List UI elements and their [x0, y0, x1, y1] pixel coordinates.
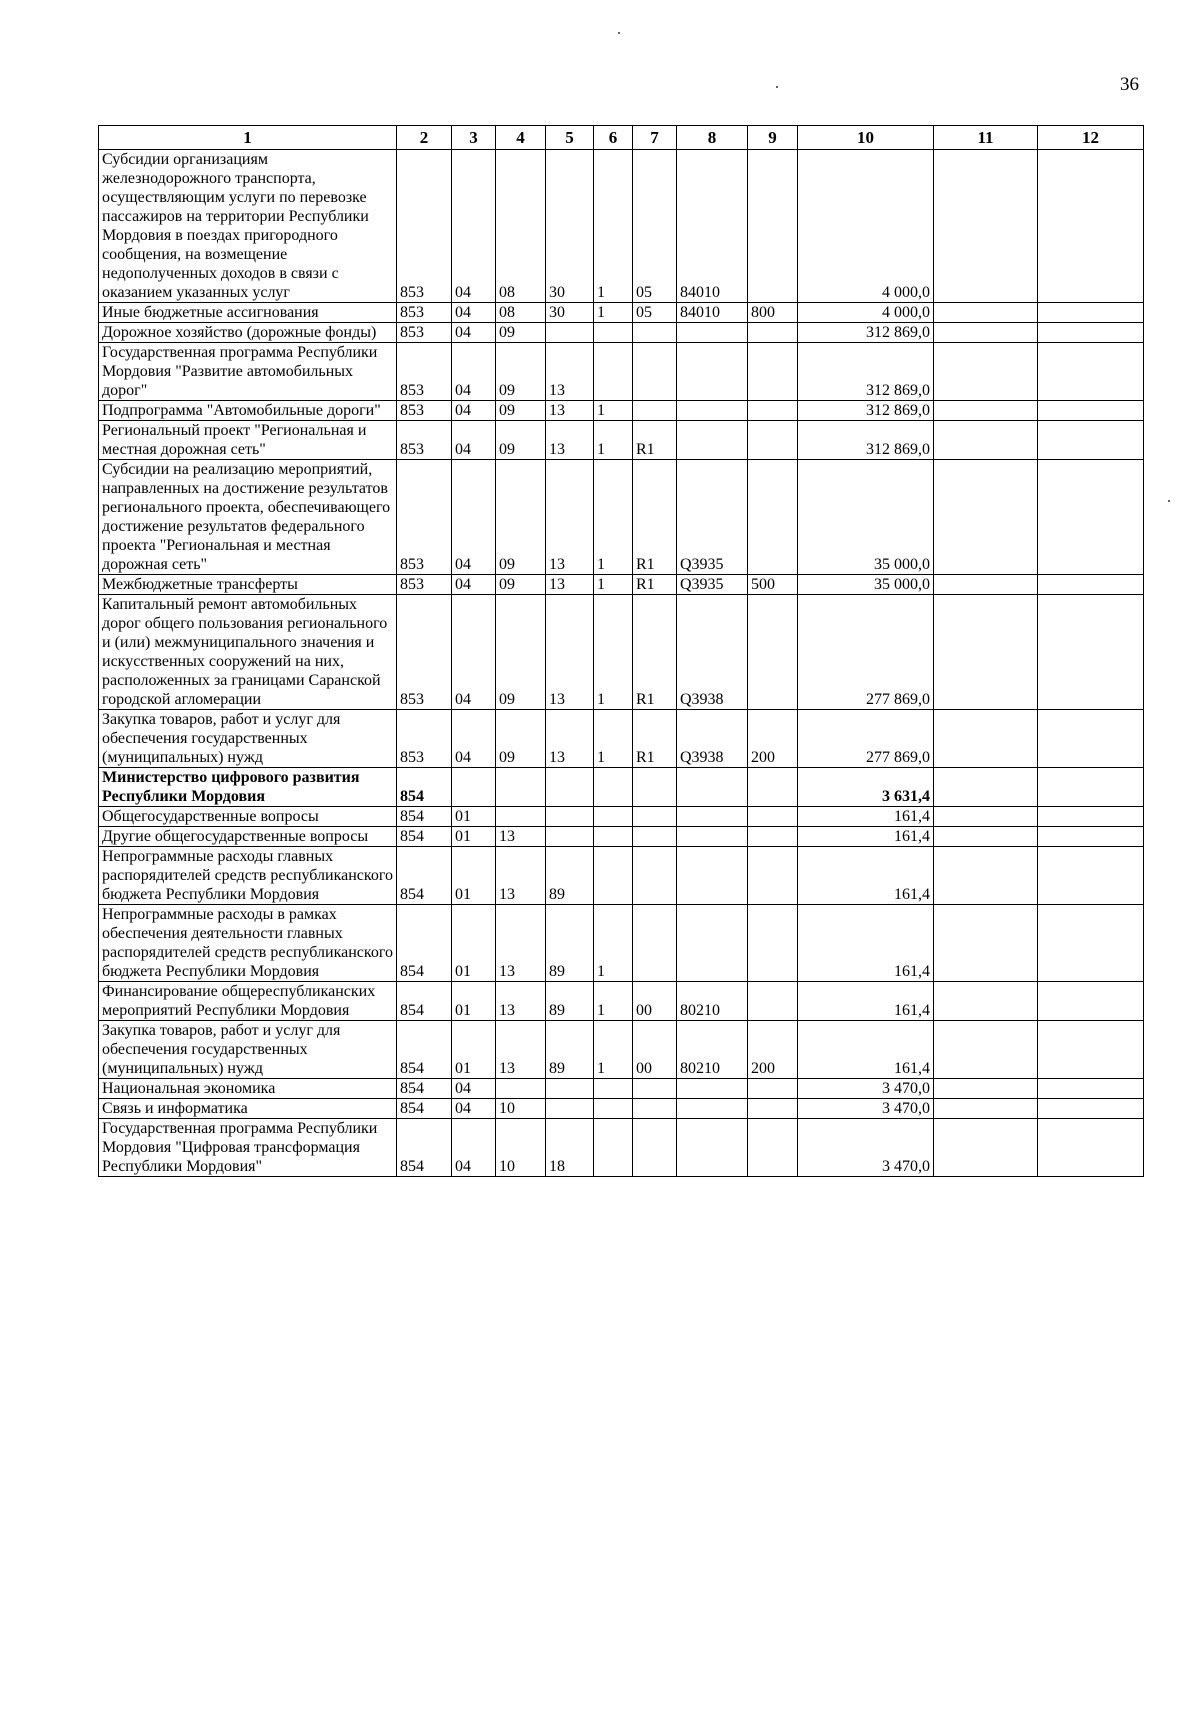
code-cell-c2: 854 — [397, 1099, 452, 1119]
amount-cell: 161,4 — [798, 1021, 934, 1079]
code-cell-c8 — [677, 1099, 748, 1119]
row-name-cell: Закупка товаров, работ и услуг для обеспечения государственных (муниципальных) нужд — [99, 710, 397, 768]
code-cell-c8 — [677, 323, 748, 343]
col-11-cell — [934, 343, 1038, 401]
code-cell-c6: 1 — [594, 421, 633, 460]
col-11-cell — [934, 421, 1038, 460]
code-cell-c9 — [748, 460, 798, 575]
col-11-cell — [934, 575, 1038, 595]
code-cell-c6: 1 — [594, 150, 633, 303]
code-cell-c9 — [748, 1079, 798, 1099]
code-cell-c9 — [748, 807, 798, 827]
col-11-cell — [934, 1119, 1038, 1177]
code-cell-c2: 853 — [397, 460, 452, 575]
code-cell-c2: 853 — [397, 421, 452, 460]
table-row — [99, 905, 1144, 982]
amount-cell: 161,4 — [798, 905, 934, 982]
row-name-cell: Финансирование общереспубликанских мероприятий Республики Мордовия — [99, 982, 397, 1021]
column-header: 4 — [496, 126, 546, 150]
scan-speck — [1168, 500, 1170, 502]
column-header: 10 — [798, 126, 934, 150]
code-cell-c8 — [677, 905, 748, 982]
column-header: 11 — [934, 126, 1038, 150]
code-cell-c7 — [633, 401, 677, 421]
col-11-cell — [934, 1079, 1038, 1099]
col-12-cell — [1038, 1021, 1144, 1079]
code-cell-c5 — [546, 807, 594, 827]
table-row — [99, 807, 1144, 827]
code-cell-c8 — [677, 343, 748, 401]
code-cell-c3: 04 — [452, 323, 496, 343]
row-name-cell: Подпрограмма "Автомобильные дороги" — [99, 401, 397, 421]
col-11-cell — [934, 982, 1038, 1021]
code-cell-c9 — [748, 1119, 798, 1177]
col-12-cell — [1038, 847, 1144, 905]
code-cell-c3: 04 — [452, 421, 496, 460]
code-cell-c3: 04 — [452, 460, 496, 575]
col-11-cell — [934, 768, 1038, 807]
col-11-cell — [934, 303, 1038, 323]
code-cell-c7: 05 — [633, 303, 677, 323]
code-cell-c3: 01 — [452, 1021, 496, 1079]
code-cell-c6 — [594, 343, 633, 401]
table-row — [99, 768, 1144, 807]
col-12-cell — [1038, 768, 1144, 807]
col-11-cell — [934, 150, 1038, 303]
code-cell-c7 — [633, 768, 677, 807]
amount-cell: 3 631,4 — [798, 768, 934, 807]
col-11-cell — [934, 1099, 1038, 1119]
code-cell-c3: 04 — [452, 595, 496, 710]
table-row — [99, 1119, 1144, 1177]
amount-cell: 161,4 — [798, 982, 934, 1021]
code-cell-c2: 853 — [397, 323, 452, 343]
column-header: 2 — [397, 126, 452, 150]
code-cell-c3 — [452, 768, 496, 807]
col-11-cell — [934, 323, 1038, 343]
code-cell-c4: 08 — [496, 303, 546, 323]
code-cell-c5 — [546, 1079, 594, 1099]
code-cell-c5: 13 — [546, 460, 594, 575]
code-cell-c3: 01 — [452, 982, 496, 1021]
col-12-cell — [1038, 421, 1144, 460]
code-cell-c7 — [633, 827, 677, 847]
amount-cell: 161,4 — [798, 827, 934, 847]
code-cell-c7: R1 — [633, 421, 677, 460]
row-name-cell: Общегосударственные вопросы — [99, 807, 397, 827]
table-row — [99, 710, 1144, 768]
col-11-cell — [934, 827, 1038, 847]
code-cell-c2: 854 — [397, 1079, 452, 1099]
code-cell-c9 — [748, 1099, 798, 1119]
code-cell-c4 — [496, 768, 546, 807]
code-cell-c5: 13 — [546, 343, 594, 401]
code-cell-c9 — [748, 847, 798, 905]
code-cell-c5: 89 — [546, 1021, 594, 1079]
amount-cell: 3 470,0 — [798, 1079, 934, 1099]
code-cell-c2: 854 — [397, 847, 452, 905]
row-name-cell: Непрограммные расходы главных распорядителей средств республиканского бюджета Республики Мордовия — [99, 847, 397, 905]
code-cell-c4 — [496, 807, 546, 827]
code-cell-c8: 84010 — [677, 150, 748, 303]
code-cell-c5: 13 — [546, 421, 594, 460]
code-cell-c6: 1 — [594, 710, 633, 768]
code-cell-c7 — [633, 807, 677, 827]
code-cell-c7 — [633, 323, 677, 343]
amount-cell: 3 470,0 — [798, 1119, 934, 1177]
row-name-cell: Министерство цифрового развития Республики Мордовия — [99, 768, 397, 807]
code-cell-c3: 04 — [452, 1079, 496, 1099]
table-row — [99, 323, 1144, 343]
code-cell-c6 — [594, 807, 633, 827]
row-name-cell: Капитальный ремонт автомобильных дорог общего пользования регионального и (или) межмуниципального значения и искусственных сооружений на них, расположенных за границами Саранской городской агломерации — [99, 595, 397, 710]
table-row — [99, 303, 1144, 323]
table-row — [99, 1079, 1144, 1099]
code-cell-c8: Q3935 — [677, 460, 748, 575]
code-cell-c7 — [633, 1119, 677, 1177]
code-cell-c3: 04 — [452, 575, 496, 595]
code-cell-c8: 80210 — [677, 982, 748, 1021]
row-name-cell: Другие общегосударственные вопросы — [99, 827, 397, 847]
col-12-cell — [1038, 595, 1144, 710]
table-row — [99, 421, 1144, 460]
table-header-row — [99, 126, 1144, 150]
code-cell-c9 — [748, 401, 798, 421]
scan-speck — [776, 86, 778, 88]
row-name-cell: Непрограммные расходы в рамках обеспечения деятельности главных распорядителей средств республиканского бюджета Республики Мордовия — [99, 905, 397, 982]
col-12-cell — [1038, 1099, 1144, 1119]
table-row — [99, 827, 1144, 847]
code-cell-c3: 04 — [452, 343, 496, 401]
code-cell-c2: 854 — [397, 982, 452, 1021]
code-cell-c8: 84010 — [677, 303, 748, 323]
page-number: 36 — [1120, 74, 1139, 95]
column-header: 12 — [1038, 126, 1144, 150]
code-cell-c2: 853 — [397, 150, 452, 303]
code-cell-c8 — [677, 847, 748, 905]
code-cell-c4: 09 — [496, 343, 546, 401]
code-cell-c9 — [748, 905, 798, 982]
code-cell-c9: 200 — [748, 1021, 798, 1079]
code-cell-c4: 13 — [496, 905, 546, 982]
row-name-cell: Государственная программа Республики Мордовия "Цифровая трансформация Республики Мордовия" — [99, 1119, 397, 1177]
code-cell-c7 — [633, 1099, 677, 1119]
amount-cell: 4 000,0 — [798, 150, 934, 303]
col-12-cell — [1038, 807, 1144, 827]
code-cell-c5: 13 — [546, 595, 594, 710]
amount-cell: 312 869,0 — [798, 343, 934, 401]
amount-cell: 312 869,0 — [798, 401, 934, 421]
code-cell-c6 — [594, 1119, 633, 1177]
row-name-cell: Межбюджетные трансферты — [99, 575, 397, 595]
column-header: 7 — [633, 126, 677, 150]
code-cell-c4: 09 — [496, 401, 546, 421]
col-12-cell — [1038, 982, 1144, 1021]
code-cell-c4: 13 — [496, 1021, 546, 1079]
code-cell-c4: 13 — [496, 982, 546, 1021]
col-11-cell — [934, 401, 1038, 421]
code-cell-c2: 853 — [397, 401, 452, 421]
amount-cell: 4 000,0 — [798, 303, 934, 323]
code-cell-c6 — [594, 827, 633, 847]
code-cell-c3: 01 — [452, 807, 496, 827]
code-cell-c2: 853 — [397, 710, 452, 768]
table-row — [99, 575, 1144, 595]
code-cell-c4 — [496, 1079, 546, 1099]
code-cell-c3: 01 — [452, 827, 496, 847]
amount-cell: 161,4 — [798, 807, 934, 827]
code-cell-c8 — [677, 401, 748, 421]
scan-speck — [618, 32, 620, 34]
code-cell-c4: 10 — [496, 1099, 546, 1119]
code-cell-c7: R1 — [633, 575, 677, 595]
code-cell-c3: 01 — [452, 847, 496, 905]
col-12-cell — [1038, 1079, 1144, 1099]
code-cell-c9 — [748, 827, 798, 847]
code-cell-c9 — [748, 768, 798, 807]
table-row — [99, 460, 1144, 575]
table-row — [99, 982, 1144, 1021]
table-row — [99, 595, 1144, 710]
code-cell-c8 — [677, 807, 748, 827]
table-row — [99, 343, 1144, 401]
code-cell-c9 — [748, 343, 798, 401]
amount-cell: 277 869,0 — [798, 595, 934, 710]
column-header: 5 — [546, 126, 594, 150]
code-cell-c4: 13 — [496, 847, 546, 905]
code-cell-c6 — [594, 847, 633, 905]
col-12-cell — [1038, 1119, 1144, 1177]
amount-cell: 312 869,0 — [798, 421, 934, 460]
code-cell-c7: R1 — [633, 710, 677, 768]
column-header: 3 — [452, 126, 496, 150]
code-cell-c6 — [594, 768, 633, 807]
code-cell-c8 — [677, 768, 748, 807]
code-cell-c4: 09 — [496, 595, 546, 710]
col-12-cell — [1038, 460, 1144, 575]
code-cell-c2: 854 — [397, 1021, 452, 1079]
code-cell-c2: 854 — [397, 905, 452, 982]
col-11-cell — [934, 905, 1038, 982]
col-12-cell — [1038, 323, 1144, 343]
row-name-cell: Связь и информатика — [99, 1099, 397, 1119]
table-row — [99, 1099, 1144, 1119]
code-cell-c7: 05 — [633, 150, 677, 303]
code-cell-c7 — [633, 1079, 677, 1099]
code-cell-c6: 1 — [594, 982, 633, 1021]
code-cell-c5: 13 — [546, 710, 594, 768]
code-cell-c2: 854 — [397, 1119, 452, 1177]
code-cell-c6: 1 — [594, 401, 633, 421]
col-11-cell — [934, 847, 1038, 905]
code-cell-c8: 80210 — [677, 1021, 748, 1079]
code-cell-c7 — [633, 905, 677, 982]
code-cell-c4: 09 — [496, 323, 546, 343]
col-12-cell — [1038, 343, 1144, 401]
code-cell-c5 — [546, 768, 594, 807]
code-cell-c9: 500 — [748, 575, 798, 595]
col-11-cell — [934, 807, 1038, 827]
table-row — [99, 150, 1144, 303]
column-header: 9 — [748, 126, 798, 150]
table-row — [99, 1021, 1144, 1079]
column-header: 6 — [594, 126, 633, 150]
code-cell-c6: 1 — [594, 1021, 633, 1079]
code-cell-c3: 04 — [452, 1119, 496, 1177]
amount-cell: 35 000,0 — [798, 460, 934, 575]
code-cell-c4: 08 — [496, 150, 546, 303]
code-cell-c2: 854 — [397, 827, 452, 847]
code-cell-c2: 853 — [397, 575, 452, 595]
col-11-cell — [934, 595, 1038, 710]
code-cell-c4: 09 — [496, 421, 546, 460]
row-name-cell: Субсидии на реализацию мероприятий, направленных на достижение результатов регионального проекта, обеспечивающего достижение результатов федерального проекта "Региональная и местная дорожная сеть" — [99, 460, 397, 575]
code-cell-c2: 854 — [397, 807, 452, 827]
table-body — [99, 150, 1144, 1177]
code-cell-c8 — [677, 1079, 748, 1099]
code-cell-c6 — [594, 323, 633, 343]
code-cell-c8 — [677, 1119, 748, 1177]
code-cell-c8 — [677, 421, 748, 460]
code-cell-c9: 800 — [748, 303, 798, 323]
code-cell-c3: 04 — [452, 1099, 496, 1119]
code-cell-c3: 04 — [452, 401, 496, 421]
row-name-cell: Национальная экономика — [99, 1079, 397, 1099]
col-12-cell — [1038, 303, 1144, 323]
code-cell-c8 — [677, 827, 748, 847]
code-cell-c8: Q3938 — [677, 710, 748, 768]
amount-cell: 277 869,0 — [798, 710, 934, 768]
code-cell-c6: 1 — [594, 595, 633, 710]
code-cell-c9 — [748, 421, 798, 460]
col-12-cell — [1038, 710, 1144, 768]
code-cell-c2: 853 — [397, 343, 452, 401]
code-cell-c2: 854 — [397, 768, 452, 807]
code-cell-c3: 04 — [452, 303, 496, 323]
code-cell-c6: 1 — [594, 575, 633, 595]
amount-cell: 3 470,0 — [798, 1099, 934, 1119]
col-11-cell — [934, 710, 1038, 768]
code-cell-c8: Q3938 — [677, 595, 748, 710]
code-cell-c6 — [594, 1079, 633, 1099]
code-cell-c2: 853 — [397, 595, 452, 710]
code-cell-c5: 89 — [546, 847, 594, 905]
code-cell-c5: 89 — [546, 905, 594, 982]
col-12-cell — [1038, 150, 1144, 303]
amount-cell: 35 000,0 — [798, 575, 934, 595]
code-cell-c7 — [633, 847, 677, 905]
code-cell-c7: R1 — [633, 595, 677, 710]
amount-cell: 161,4 — [798, 847, 934, 905]
code-cell-c4: 09 — [496, 460, 546, 575]
code-cell-c5 — [546, 323, 594, 343]
code-cell-c4: 09 — [496, 710, 546, 768]
row-name-cell: Региональный проект "Региональная и местная дорожная сеть" — [99, 421, 397, 460]
code-cell-c7: 00 — [633, 1021, 677, 1079]
code-cell-c3: 04 — [452, 710, 496, 768]
code-cell-c5 — [546, 827, 594, 847]
code-cell-c9 — [748, 595, 798, 710]
code-cell-c7: R1 — [633, 460, 677, 575]
col-12-cell — [1038, 401, 1144, 421]
table-row — [99, 401, 1144, 421]
code-cell-c9 — [748, 982, 798, 1021]
table-row — [99, 847, 1144, 905]
col-11-cell — [934, 1021, 1038, 1079]
column-header: 8 — [677, 126, 748, 150]
code-cell-c6: 1 — [594, 905, 633, 982]
code-cell-c9: 200 — [748, 710, 798, 768]
column-header: 1 — [99, 126, 397, 150]
amount-cell: 312 869,0 — [798, 323, 934, 343]
row-name-cell: Субсидии организациям железнодорожного транспорта, осуществляющим услуги по перевозке пассажиров на территории Республики Мордовия в поездах пригородного сообщения, на возмещение недополученных доходов в связи с оказанием указанных услуг — [99, 150, 397, 303]
code-cell-c6 — [594, 1099, 633, 1119]
row-name-cell: Иные бюджетные ассигнования — [99, 303, 397, 323]
code-cell-c3: 04 — [452, 150, 496, 303]
code-cell-c4: 13 — [496, 827, 546, 847]
col-12-cell — [1038, 905, 1144, 982]
code-cell-c9 — [748, 150, 798, 303]
row-name-cell: Государственная программа Республики Мордовия "Развитие автомобильных дорог" — [99, 343, 397, 401]
code-cell-c5: 30 — [546, 303, 594, 323]
col-12-cell — [1038, 827, 1144, 847]
row-name-cell: Дорожное хозяйство (дорожные фонды) — [99, 323, 397, 343]
code-cell-c4: 10 — [496, 1119, 546, 1177]
code-cell-c5: 89 — [546, 982, 594, 1021]
code-cell-c5 — [546, 1099, 594, 1119]
code-cell-c6: 1 — [594, 303, 633, 323]
code-cell-c8: Q3935 — [677, 575, 748, 595]
budget-table — [98, 125, 1144, 1177]
code-cell-c5: 30 — [546, 150, 594, 303]
code-cell-c5: 13 — [546, 575, 594, 595]
code-cell-c6: 1 — [594, 460, 633, 575]
code-cell-c9 — [748, 323, 798, 343]
col-11-cell — [934, 460, 1038, 575]
code-cell-c3: 01 — [452, 905, 496, 982]
code-cell-c5: 18 — [546, 1119, 594, 1177]
code-cell-c4: 09 — [496, 575, 546, 595]
code-cell-c7 — [633, 343, 677, 401]
row-name-cell: Закупка товаров, работ и услуг для обеспечения государственных (муниципальных) нужд — [99, 1021, 397, 1079]
col-12-cell — [1038, 575, 1144, 595]
code-cell-c2: 853 — [397, 303, 452, 323]
code-cell-c5: 13 — [546, 401, 594, 421]
code-cell-c7: 00 — [633, 982, 677, 1021]
